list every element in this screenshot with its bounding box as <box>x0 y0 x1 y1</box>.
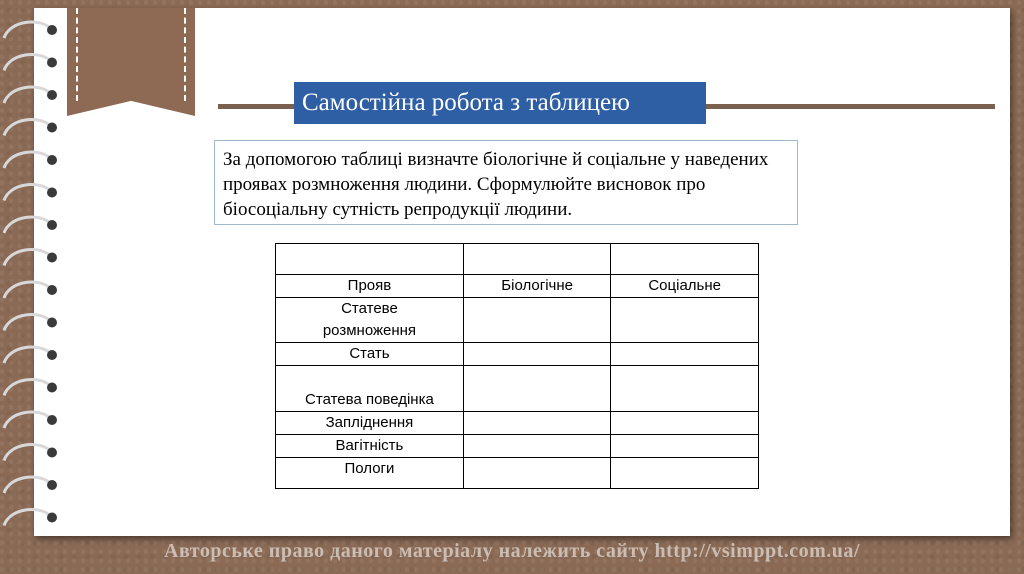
table-cell <box>463 458 610 489</box>
spiral-ring <box>4 445 50 461</box>
spiral-hole <box>47 188 57 198</box>
table-cell <box>463 412 610 435</box>
spiral-ring <box>4 152 50 168</box>
table-row <box>276 298 759 343</box>
spiral-hole <box>47 383 57 393</box>
title-rule-right <box>705 104 995 109</box>
spiral-ring <box>4 250 50 266</box>
column-header-manifestation: Прояв <box>276 275 464 298</box>
table-cell <box>611 298 759 343</box>
table-cell <box>463 366 610 412</box>
spiral-ring <box>4 412 50 428</box>
spiral-ring <box>4 55 50 71</box>
table-cell <box>611 458 759 489</box>
copyright-url[interactable]: http://vsimppt.com.ua/ <box>654 540 860 562</box>
table-cell <box>463 244 610 275</box>
spiral-hole <box>47 155 57 165</box>
spiral-hole <box>47 513 57 523</box>
task-text: За допомогою таблиці визначте біологічне й соціальне у наведених проявах розмноження людини. Сформулюйте висновок про біосоціальну сутність репродукції людини. <box>214 140 798 225</box>
table-cell <box>611 412 759 435</box>
table-row <box>276 435 759 458</box>
spiral-hole <box>47 90 57 100</box>
spiral-hole <box>47 285 57 295</box>
spiral-hole <box>47 253 57 263</box>
row-label: Вагітність <box>276 435 464 458</box>
spiral-hole <box>47 123 57 133</box>
spiral-hole <box>47 25 57 35</box>
spiral-ring <box>4 477 50 493</box>
table-blank-row <box>276 244 759 275</box>
spiral-ring <box>4 510 50 526</box>
table-row <box>276 343 759 366</box>
spiral-ring <box>4 380 50 396</box>
spiral-hole <box>47 415 57 425</box>
spiral-ring <box>4 315 50 331</box>
table-row <box>276 458 759 489</box>
table-cell <box>463 435 610 458</box>
column-header-social: Соціальне <box>611 275 759 298</box>
table-cell <box>463 298 610 343</box>
spiral-hole <box>47 448 57 458</box>
table-cell <box>611 244 759 275</box>
copyright-text: Авторське право даного матеріалу належить сайту <box>164 540 650 562</box>
table-row <box>276 366 759 412</box>
row-label: Пологи <box>276 458 464 489</box>
spiral-hole <box>47 318 57 328</box>
table-cell <box>611 435 759 458</box>
ribbon-stitching <box>76 8 186 101</box>
spiral-hole <box>47 350 57 360</box>
copyright-footer <box>0 540 1024 563</box>
spiral-ring <box>4 347 50 363</box>
table-cell <box>276 244 464 275</box>
table-cell <box>611 343 759 366</box>
spiral-ring <box>4 22 50 38</box>
spiral-hole <box>47 220 57 230</box>
spiral-hole <box>47 58 57 68</box>
table-cell <box>463 343 610 366</box>
slide-title: Самостійна робота з таблицею <box>294 82 706 124</box>
spiral-hole <box>47 480 57 490</box>
table-header-row <box>276 275 759 298</box>
spiral-ring <box>4 185 50 201</box>
row-label: Статева поведінка <box>276 366 464 412</box>
row-label: Стать <box>276 343 464 366</box>
spiral-ring <box>4 217 50 233</box>
row-label: Статеве розмноження <box>276 298 464 343</box>
spiral-ring <box>4 282 50 298</box>
spiral-ring <box>4 87 50 103</box>
table-cell <box>611 366 759 412</box>
task-table <box>275 243 759 489</box>
title-rule-left <box>218 104 298 109</box>
spiral-ring <box>4 120 50 136</box>
table-row <box>276 412 759 435</box>
column-header-biological: Біологічне <box>463 275 610 298</box>
row-label: Запліднення <box>276 412 464 435</box>
spiral-binding <box>0 0 70 574</box>
